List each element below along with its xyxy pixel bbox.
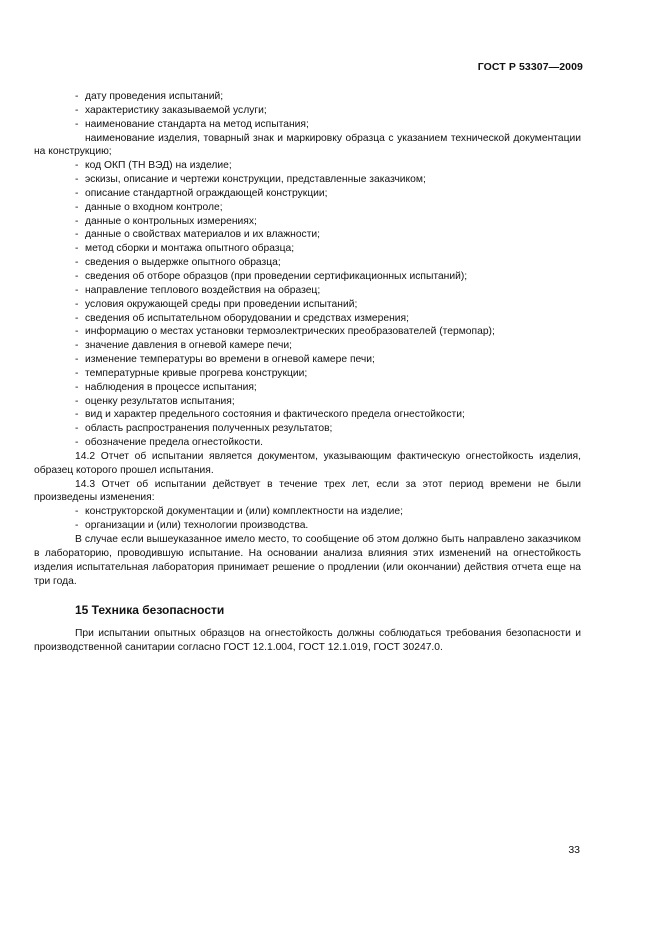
list-item (34, 256, 581, 270)
list-item (34, 381, 581, 395)
report-contents-list (34, 90, 581, 450)
list-item (34, 173, 581, 187)
list-item-text: наблюдения в процессе испытания; (85, 381, 257, 393)
list-item (34, 505, 581, 519)
list-item-text: код ОКП (ТН ВЭД) на изделие; (85, 160, 232, 172)
list-item-text: температурные кривые прогрева конструкции; (85, 367, 308, 379)
list-item (34, 312, 581, 326)
list-item-text: сведения о выдержке опытного образца; (85, 257, 281, 269)
list-item (34, 270, 581, 284)
list-item-text: оценку результатов испытания; (85, 395, 235, 407)
list-item (34, 132, 581, 160)
list-item-text: данные о свойствах материалов и их влажности; (85, 229, 321, 241)
list-item-text: сведения об отборе образцов (при проведении сертификационных испытаний); (85, 270, 468, 282)
list-item-text: область распространения полученных результатов; (85, 423, 333, 435)
list-item (34, 422, 581, 436)
list-item (34, 118, 581, 132)
document-body (34, 90, 581, 655)
list-item-text: сведения об испытательном оборудовании и средствах измерения; (85, 312, 409, 324)
list-item-text: вид и характер предельного состояния и фактического предела огнестойкости; (85, 409, 465, 421)
list-item (34, 159, 581, 173)
changes-list (34, 505, 581, 533)
list-item (34, 187, 581, 201)
list-item (34, 325, 581, 339)
list-item (34, 298, 581, 312)
document-header: ГОСТ Р 53307—2009 (477, 61, 583, 73)
list-item-text: направление теплового воздействия на образец; (85, 284, 321, 296)
list-item-text: метод сборки и монтажа опытного образца; (85, 243, 295, 255)
list-item-text: наименование изделия, товарный знак и маркировку образца с указанием технической документации на конструкцию; (34, 132, 581, 158)
list-item (34, 519, 581, 533)
list-item (34, 215, 581, 229)
list-item-text: описание стандартной ограждающей конструкции; (85, 187, 328, 199)
list-item-text: наименование стандарта на метод испытания; (85, 118, 309, 130)
list-item (34, 284, 581, 298)
list-item-text: обозначение предела огнестойкости. (85, 437, 263, 449)
page-number: 33 (568, 844, 580, 856)
section-15-title: 15 Техника безопасности (75, 603, 225, 618)
list-item (34, 395, 581, 409)
list-item-text: изменение температуры во времени в огневой камере печи; (85, 354, 375, 366)
list-item-text: дату проведения испытаний; (85, 91, 224, 102)
list-item (34, 353, 581, 367)
list-item-text: данные о контрольных измерениях; (85, 215, 257, 227)
paragraph-14-3: 14.3 Отчет об испытании действует в течение трех лет, если за этот период времени не были произведены изменения: (34, 478, 581, 504)
list-item-text: конструкторской документации и (или) комплектности на изделие; (85, 506, 403, 518)
list-item-text: информацию о местах установки термоэлектрических преобразователей (термопар); (85, 326, 495, 338)
list-item (34, 436, 581, 450)
list-item (34, 104, 581, 118)
list-item-text: организации и (или) технологии производства. (85, 520, 309, 532)
list-item-text: данные о входном контроле; (85, 201, 223, 213)
list-item (34, 339, 581, 353)
list-item (34, 408, 581, 422)
list-item (34, 201, 581, 215)
list-item (34, 367, 581, 381)
paragraph-14-2: 14.2 Отчет об испытании является документом, указывающим фактическую огнестойкость изделия, образец которого прошел испытания. (34, 450, 581, 476)
list-item-text: значение давления в огневой камере печи; (85, 340, 293, 352)
list-item-text: условия окружающей среды при проведении испытаний; (85, 298, 358, 310)
paragraph-case: В случае если вышеуказанное имело место, то сообщение об этом должно быть направлено заказчиком в лабораторию, проводившую испытание. На основании анализа влияния этих изменений на огнестойкость изделия испытательная лаборатория принимает решение о продлении (или окончании) действия отчета еще на три года. (34, 534, 581, 587)
list-item-text: характеристику заказываемой услуги; (85, 104, 267, 116)
list-item (34, 90, 581, 104)
list-item (34, 228, 581, 242)
list-item-text: эскизы, описание и чертежи конструкции, представленные заказчиком; (85, 174, 426, 186)
list-item (34, 242, 581, 256)
paragraph-15: При испытании опытных образцов на огнестойкость должны соблюдаться требования безопасности и производственной санитарии согласно ГОСТ 12.1.004, ГОСТ 12.1.019, ГОСТ 30247.0. (34, 628, 581, 654)
